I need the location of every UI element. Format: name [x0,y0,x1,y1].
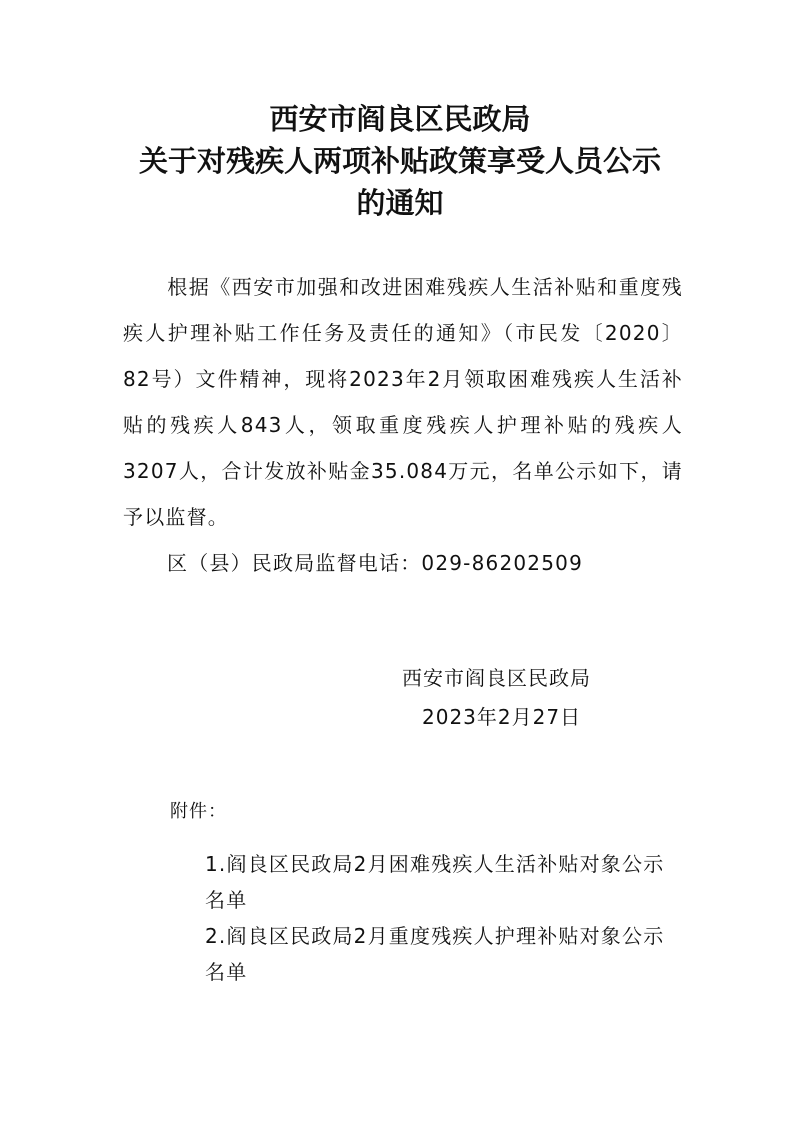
signature-organization: 西安市阎良区民政局 [402,666,591,690]
title-line-3: 的通知 [356,186,444,220]
attachment-item: 1.阎良区民政局2月困难残疾人生活补贴对象公示名单 [205,852,665,912]
body-paragraph [123,264,683,540]
supervision-hotline: 区（县）民政局监督电话：029-86202509 [167,551,583,575]
attachment-item: 2.阎良区民政局2月重度残疾人护理补贴对象公示名单 [205,924,665,984]
signature-date: 2023年2月27日 [422,705,582,729]
body-paragraph-text: 根据《西安市加强和改进困难残疾人生活补贴和重度残疾人护理补贴工作任务及责任的通知》（市民发〔2020〕82号）文件精神，现将2023年2月领取困难残疾人生活补贴的残疾人843人，领取重度残疾人护理补贴的残疾人3207人，合计发放补贴金35.084万元，名单公示如下，请予以监督。 [123,275,683,529]
attachments-label: 附件： [170,801,227,822]
attachments-list [205,846,685,990]
title-line-1: 西安市阎良区民政局 [269,102,531,136]
document-title [100,98,700,224]
title-line-2: 关于对残疾人两项补贴政策享受人员公示 [138,144,661,178]
